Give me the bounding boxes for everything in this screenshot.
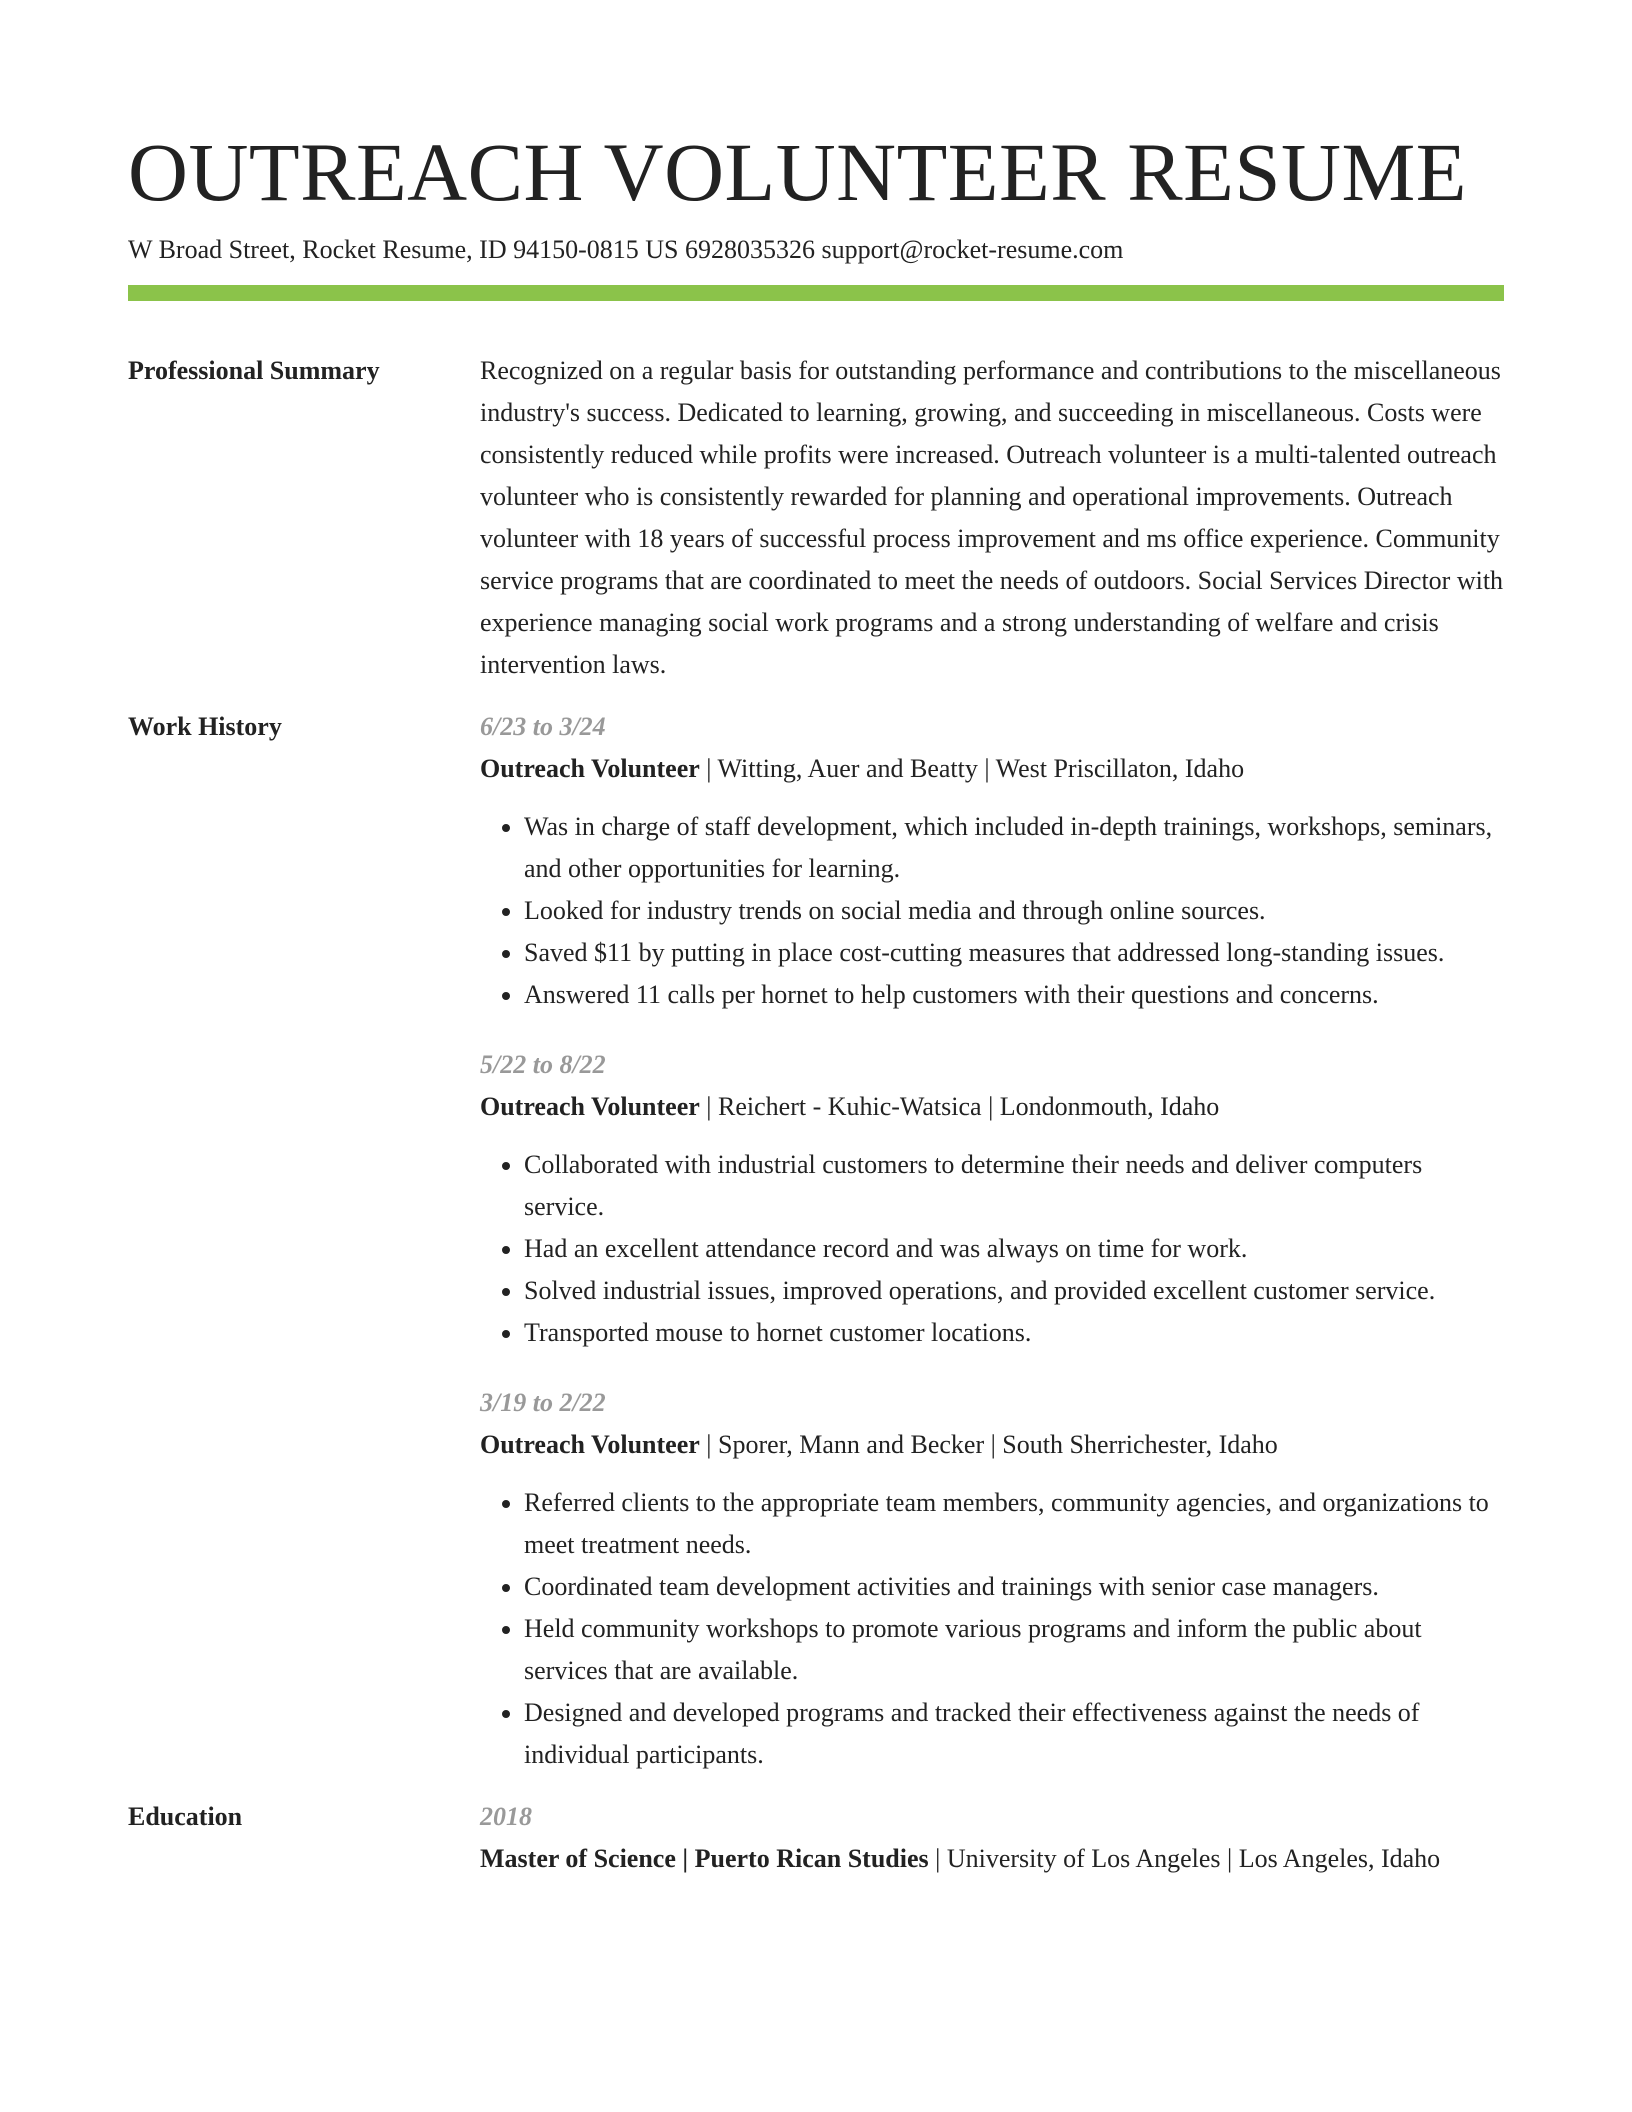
work-history-section — [128, 706, 1504, 1776]
job-title: Outreach Volunteer — [480, 754, 700, 783]
summary-text: Recognized on a regular basis for outstanding performance and contributions to the miscellaneous industry's success. Dedicated to learning, growing, and succeeding in miscellaneous. Costs were consistently reduced while profits were increased. Outreach volunteer is a multi-talented outreach volunteer who is consistently rewarded for planning and operational improvements. Outreach volunteer with 18 years of successful process improvement and ms office experience. Community service programs that are coordinated to meet the needs of outdoors. Social Services Director with experience managing social work programs and a strong understanding of welfare and crisis intervention laws. — [480, 356, 1504, 679]
education-year: 2018 — [480, 1802, 532, 1831]
education-label: Education — [128, 1802, 243, 1831]
job-bullet: • Held community workshops to promote various programs and inform the public about services that are available. — [524, 1608, 1504, 1692]
job-details: | Sporer, Mann and Becker | South Sherrichester, Idaho — [699, 1430, 1278, 1459]
header-divider — [128, 285, 1504, 301]
job-title: Outreach Volunteer — [480, 1092, 700, 1121]
job-details: | Reichert - Kuhic-Watsica | Londonmouth, Idaho — [699, 1092, 1220, 1121]
job-bullet: • Coordinated team development activities and trainings with senior case managers. — [524, 1566, 1504, 1608]
job-heading — [480, 1424, 1504, 1466]
job-dates: 6/23 to 3/24 — [480, 712, 606, 741]
job-bullet: • Transported mouse to hornet customer locations. — [524, 1312, 1504, 1354]
education-section — [128, 1796, 1504, 1880]
job-bullet: • Designed and developed programs and tracked their effectiveness against the needs of individual participants. — [524, 1692, 1504, 1776]
work-history-body — [480, 706, 1504, 1776]
job-title: Outreach Volunteer — [480, 1430, 700, 1459]
contact-line: W Broad Street, Rocket Resume, ID 94150-0815 US 6928035326 support@rocket-resume.com — [128, 235, 1124, 264]
resume-sections — [128, 350, 1504, 1900]
education-heading — [480, 1838, 1504, 1880]
job-dates: 5/22 to 8/22 — [480, 1050, 606, 1079]
education-degree: Master of Science | Puerto Rican Studies — [480, 1844, 929, 1873]
job-bullet: • Referred clients to the appropriate team members, community agencies, and organizations to meet treatment needs. — [524, 1482, 1504, 1566]
summary-label: Professional Summary — [128, 356, 380, 385]
job-bullet: • Collaborated with industrial customers to determine their needs and deliver computers service. — [524, 1144, 1504, 1228]
job-bullet: • Solved industrial issues, improved operations, and provided excellent customer service. — [524, 1270, 1504, 1312]
job-bullets — [480, 1144, 1504, 1354]
work-history-label: Work History — [128, 712, 282, 741]
job-bullets — [480, 806, 1504, 1016]
job-bullet: • Looked for industry trends on social media and through online sources. — [524, 890, 1504, 932]
job-bullets — [480, 1482, 1504, 1776]
education-details: | University of Los Angeles | Los Angeles, Idaho — [928, 1844, 1441, 1873]
summary-body — [480, 350, 1504, 686]
resume-title: OUTREACH VOLUNTEER RESUME — [128, 126, 1467, 218]
summary-section — [128, 350, 1504, 686]
job-details: | Witting, Auer and Beatty | West Priscillaton, Idaho — [699, 754, 1245, 783]
job-entry-2 — [480, 1044, 1504, 1354]
job-entry-3 — [480, 1382, 1504, 1776]
job-heading — [480, 1086, 1504, 1128]
job-bullet: • Answered 11 calls per hornet to help customers with their questions and concerns. — [524, 974, 1504, 1016]
job-bullet: • Was in charge of staff development, which included in-depth trainings, workshops, seminars, and other opportunities for learning. — [524, 806, 1504, 890]
job-bullet: • Had an excellent attendance record and was always on time for work. — [524, 1228, 1504, 1270]
education-body — [480, 1796, 1504, 1880]
job-entry-1 — [480, 706, 1504, 1016]
job-heading — [480, 748, 1504, 790]
job-bullet: • Saved $11 by putting in place cost-cutting measures that addressed long-standing issues. — [524, 932, 1504, 974]
job-dates: 3/19 to 2/22 — [480, 1388, 606, 1417]
